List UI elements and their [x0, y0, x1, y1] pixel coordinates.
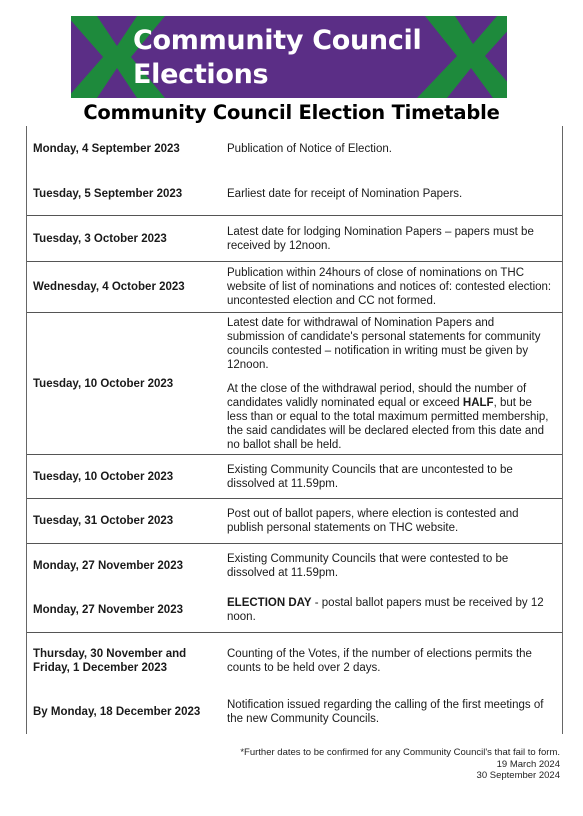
row-description: [227, 690, 562, 734]
table-row: [27, 633, 562, 689]
row-description: [227, 172, 562, 215]
row-date: Tuesday, 5 September 2023: [33, 187, 183, 200]
row-date: Wednesday, 4 October 2023: [33, 281, 185, 293]
row-date-line1: Thursday, 30 November and: [33, 648, 187, 660]
table-row: [27, 172, 562, 216]
table-row: [27, 216, 562, 262]
row-description: [227, 126, 562, 172]
description-text: Latest date for lodging Nomination Papers – papers must be received by 12noon.: [227, 225, 534, 252]
row-date: Tuesday, 3 October 2023: [33, 232, 167, 245]
row-date: Monday, 27 November 2023: [33, 559, 183, 572]
footnote-date: 19 March 2024: [496, 758, 560, 770]
table-row: [27, 126, 562, 172]
table-row: [27, 499, 562, 544]
row-date: By Monday, 18 December 2023: [33, 706, 201, 718]
description-text: Existing Community Councils that were contested to be dissolved at 11.59pm.: [227, 552, 509, 579]
banner-title-line2: Elections: [133, 59, 269, 90]
table-row: [27, 690, 562, 734]
banner-title-line1: Community Council: [133, 25, 422, 56]
description-text: Publication of Notice of Election.: [227, 143, 392, 155]
description-text: Latest date for withdrawal of Nomination Papers and submission of candidate's personal statements for community councils contested – notification in writing must be given by 12noon.: [227, 316, 541, 371]
table-row: [27, 455, 562, 499]
description-text: ELECTION DAY - postal ballot papers must be received by 12 noon.: [227, 597, 544, 623]
row-date-line2: Friday, 1 December 2023: [33, 662, 168, 674]
footnote-date: 30 September 2024: [476, 770, 560, 781]
description-text: Counting of the Votes, if the number of elections permits the counts to be held over 2 days.: [227, 648, 532, 674]
description-text: Notification issued regarding the calling of the first meetings of the new Community Councils.: [227, 699, 544, 725]
green-x-mark-icon: [411, 16, 507, 98]
row-date: Monday, 27 November 2023: [33, 604, 183, 616]
timetable-table: [26, 126, 563, 734]
row-description: [227, 313, 562, 454]
row-description: [227, 633, 562, 689]
description-text: Existing Community Councils that are uncontested to be dissolved at 11.59pm.: [227, 463, 513, 490]
footnote-line: *Further dates to be confirmed for any Community Council's that fail to form.: [240, 747, 560, 758]
row-description: [227, 262, 562, 312]
table-row: [27, 588, 562, 633]
row-date: Tuesday, 10 October 2023: [33, 377, 174, 390]
row-description: [227, 544, 562, 587]
table-row: [27, 313, 562, 455]
description-text: Post out of ballot papers, where election is contested and publish personal statements on THC website.: [227, 508, 519, 534]
row-description: [227, 216, 562, 261]
row-date: [27, 633, 227, 689]
row-date: Monday, 4 September 2023: [33, 143, 180, 155]
row-description: [227, 455, 562, 498]
description-text-2: At the close of the withdrawal period, should the number of candidates validly nominated equal or exceed HALF, but be less than or equal to the total maximum permitted membership, the said candidates will be declared elected from this date and no ballot shall be held.: [227, 382, 549, 451]
table-row: [27, 262, 562, 313]
description-text: Earliest date for receipt of Nomination Papers.: [227, 187, 463, 200]
row-date: Tuesday, 31 October 2023: [33, 515, 174, 527]
banner-title: [133, 24, 421, 92]
row-description: [227, 499, 562, 543]
footnotes: [240, 747, 560, 782]
table-row: [27, 544, 562, 587]
page-title: Community Council Election Timetable: [83, 101, 500, 124]
row-description: [227, 588, 562, 632]
header-banner: [71, 16, 507, 98]
row-date: Tuesday, 10 October 2023: [33, 470, 174, 483]
description-text: Publication within 24hours of close of nominations on THC website of list of nominations and notices of: contested election: uncontested election and CC not formed.: [227, 267, 552, 307]
